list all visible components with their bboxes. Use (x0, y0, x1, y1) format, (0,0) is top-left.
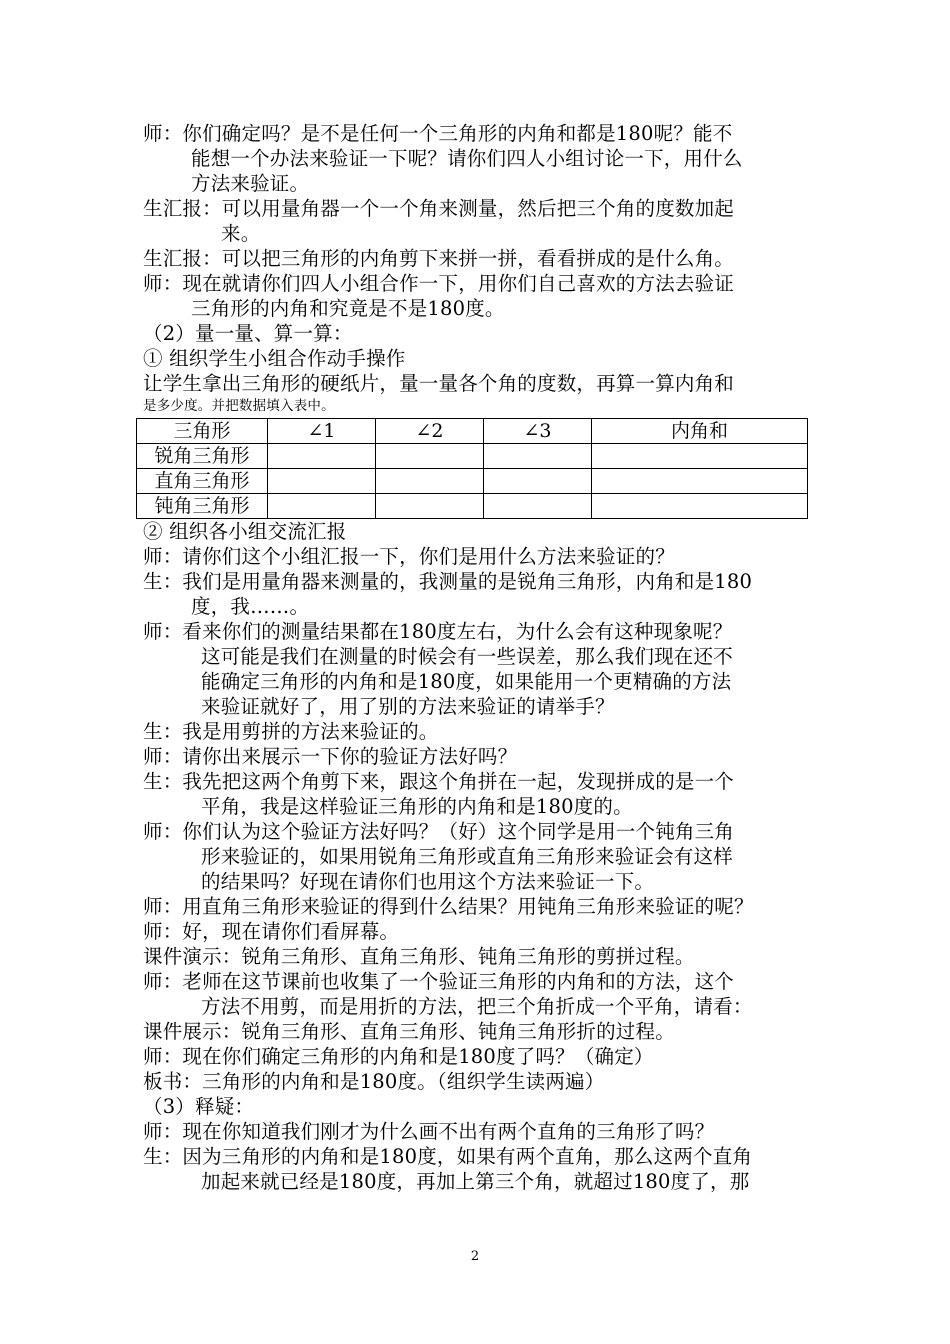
table-cell (376, 469, 484, 494)
table-cell (592, 494, 808, 519)
table-cell (484, 444, 592, 469)
document-body (143, 121, 813, 1194)
text-line: 生：我先把这两个角剪下来，跟这个角拼在一起，发现拼成的是一个 (143, 770, 735, 793)
text-line: 师：看来你们的测量结果都在180度左右，为什么会有这种现象呢？ (143, 620, 733, 643)
text-line: 师：用直角三角形来验证的得到什么结果？用钝角三角形来验证的呢？ (143, 895, 754, 918)
data-table (136, 418, 808, 519)
text-line: 生：我们是用量角器来测量的，我测量的是锐角三角形，内角和是180 (143, 570, 753, 593)
table-row-label: 钝角三角形 (137, 494, 268, 519)
table-cell (592, 469, 808, 494)
text-line: 师：你们认为这个验证方法好吗？（好）这个同学是用一个钝角三角 (143, 820, 735, 843)
table-row-label: 锐角三角形 (137, 444, 268, 469)
text-line: 师：请你们这个小组汇报一下，你们是用什么方法来验证的？ (143, 545, 675, 568)
text-line: 平角，我是这样验证三角形的内角和是180度的。 (201, 795, 633, 818)
table-header-cell: 内角和 (592, 419, 808, 444)
table-cell (592, 444, 808, 469)
table-header-cell: 三角形 (137, 419, 268, 444)
text-line: 三角形的内角和究竟是不是180度。 (191, 297, 505, 320)
text-line: 师：你们确定吗？是不是任何一个三角形的内角和都是180呢？能不 (143, 122, 733, 145)
text-line: 师：老师在这节课前也收集了一个验证三角形的内角和的方法，这个 (143, 970, 735, 993)
text-line: 让学生拿出三角形的硬纸片，量一量各个角的度数，再算一算内角和 (143, 372, 735, 395)
table-cell (484, 469, 592, 494)
text-line: 生：因为三角形的内角和是180度，如果有两个直角，那么这两个直角 (143, 1145, 753, 1168)
text-line: 度，我……。 (191, 595, 310, 618)
text-line: 课件展示：锐角三角形、直角三角形、钝角三角形折的过程。 (143, 1020, 675, 1043)
text-line: 来。 (221, 222, 261, 245)
text-line-small: 是多少度。并把数据填入表中。 (143, 398, 335, 414)
text-line: 师：请你出来展示一下你的验证方法好吗？ (143, 745, 518, 768)
text-line: 师：现在就请你们四人小组合作一下，用你们自己喜欢的方法去验证 (143, 272, 735, 295)
text-line: 生汇报：可以把三角形的内角剪下来拼一拼，看看拼成的是什么角。 (143, 247, 735, 270)
table-header-cell: ∠2 (376, 419, 484, 444)
text-line: 课件演示：锐角三角形、直角三角形、钝角三角形的剪拼过程。 (143, 945, 695, 968)
page-number: 2 (470, 1249, 480, 1264)
table-row (137, 494, 808, 519)
text-line: 板书：三角形的内角和是180度。（组织学生读两遍） (143, 1070, 605, 1093)
section-heading: （2）量一量、算一算： (143, 322, 353, 345)
table-cell (268, 469, 376, 494)
table-cell (376, 494, 484, 519)
table-cell (484, 494, 592, 519)
text-line: 能确定三角形的内角和是180度，如果能用一个更精确的方法 (201, 670, 732, 693)
table-header-row (137, 419, 808, 444)
text-line: 师：现在你知道我们刚才为什么画不出有两个直角的三角形了吗？ (143, 1120, 715, 1143)
table-row (137, 444, 808, 469)
text-line: 生汇报：可以用量角器一个一个角来测量，然后把三个角的度数加起 (143, 197, 735, 220)
table-header-cell: ∠1 (268, 419, 376, 444)
table-cell (268, 444, 376, 469)
text-line: ② 组织各小组交流汇报 (143, 520, 347, 543)
text-line: 加起来就已经是180度，再加上第三个角，就超过180度了，那 (201, 1170, 750, 1193)
text-line: 师：现在你们确定三角形的内角和是180度了吗？（确定） (143, 1045, 654, 1068)
text-line: 方法来验证。 (191, 172, 310, 195)
table-row-label: 直角三角形 (137, 469, 268, 494)
text-line: 能想一个办法来验证一下呢？请你们四人小组讨论一下，用什么 (191, 147, 743, 170)
text-line: 师：好，现在请你们看屏幕。 (143, 920, 400, 943)
table-header-cell: ∠3 (484, 419, 592, 444)
text-line: ① 组织学生小组合作动手操作 (143, 347, 406, 370)
section-heading: （3）释疑： (143, 1095, 255, 1118)
text-line: 形来验证的，如果用锐角三角形或直角三角形来验证会有这样 (201, 845, 733, 868)
text-line: 的结果吗？好现在请你们也用这个方法来验证一下。 (201, 870, 655, 893)
text-line: 方法不用剪，而是用折的方法，把三个角折成一个平角，请看： (201, 995, 753, 1018)
text-line: 这可能是我们在测量的时候会有一些误差，那么我们现在还不 (201, 645, 733, 668)
text-line: 来验证就好了，用了别的方法来验证的请举手？ (201, 695, 615, 718)
text-line: 生：我是用剪拼的方法来验证的。 (143, 720, 439, 743)
table-row (137, 469, 808, 494)
table-cell (268, 494, 376, 519)
table-cell (376, 444, 484, 469)
